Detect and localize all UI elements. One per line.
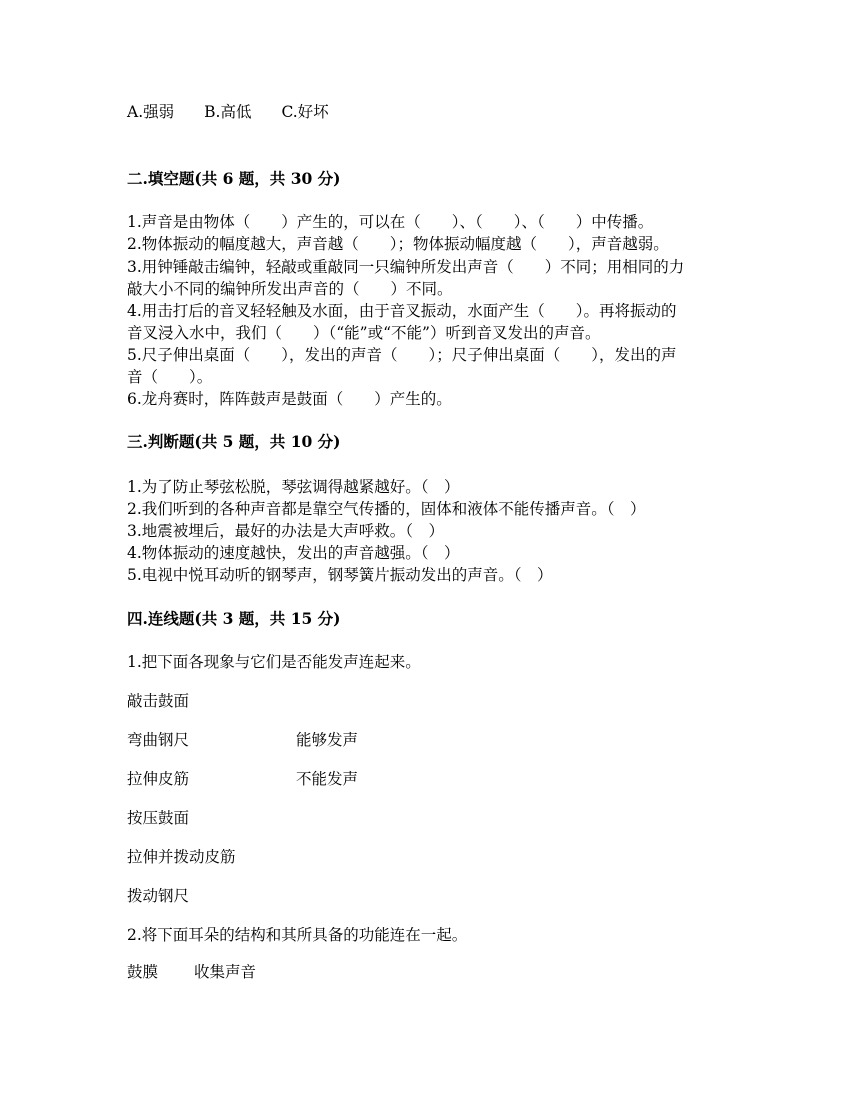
judge-line-1: 1.为了防止琴弦松脱，琴弦调得越紧越好。（ ）	[127, 478, 460, 496]
fill-line-7: 5.尺子伸出桌面（ ），发出的声音（ ）；尺子伸出桌面（ ），发出的声	[127, 346, 677, 364]
match-q1-left-item: 按压鼓面	[127, 809, 190, 827]
judge-line-4: 4.物体振动的速度越快，发出的声音越强。（ ）	[127, 544, 460, 562]
match-q2-right-item: 收集声音	[194, 963, 257, 981]
section-3-title: 三.判断题(共 5 题，共 10 分)	[127, 432, 341, 451]
match-q1-left-item: 拉伸并拨动皮筋	[127, 848, 236, 866]
match-q1-right-item: 能够发声	[296, 731, 359, 749]
option-c: C.好坏	[281, 103, 329, 121]
option-b: B.高低	[204, 103, 252, 121]
fill-line-5: 4.用击打后的音叉轻轻触及水面，由于音叉振动，水面产生（ ）。再将振动的	[127, 302, 677, 320]
match-q1-left-item: 敲击鼓面	[127, 692, 190, 710]
judge-line-2: 2.我们听到的各种声音都是靠空气传播的，固体和液体不能传播声音。（ ）	[127, 500, 646, 518]
judge-line-5: 5.电视中悦耳动听的钢琴声，钢琴簧片振动发出的声音。（ ）	[127, 566, 553, 584]
options-line	[127, 101, 329, 123]
section-4-title: 四.连线题(共 3 题，共 15 分)	[127, 609, 341, 628]
match-q1-left-item: 弯曲钢尺	[127, 731, 190, 749]
fill-line-8: 音（ ）。	[127, 368, 213, 386]
match-q1-right-item: 不能发声	[296, 770, 359, 788]
option-a: A.强弱	[127, 103, 175, 121]
fill-line-6: 音叉浸入水中，我们（ ）（“能”或“不能”）听到音叉发出的声音。	[127, 324, 601, 342]
fill-line-1: 1.声音是由物体（ ）产生的，可以在（ ）、（ ）、（ ）中传播。	[127, 213, 654, 231]
fill-line-4: 敲大小不同的编钟所发出声音的（ ）不同。	[127, 280, 453, 298]
section-2-title: 二.填空题(共 6 题，共 30 分)	[127, 169, 341, 188]
fill-line-9: 6.龙舟赛时，阵阵鼓声是鼓面（ ）产生的。	[127, 390, 452, 408]
fill-line-3: 3.用钟锤敲击编钟，轻敲或重敲同一只编钟所发出声音（ ）不同；用相同的力	[127, 258, 685, 276]
fill-line-2: 2.物体振动的幅度越大，声音越（ ）；物体振动幅度越（ ），声音越弱。	[127, 235, 669, 253]
judge-line-3: 3.地震被埋后，最好的办法是大声呼救。（ ）	[127, 522, 445, 540]
match-q1-left-item: 拨动钢尺	[127, 887, 190, 905]
match-q2-prompt: 2.将下面耳朵的结构和其所具备的功能连在一起。	[127, 926, 468, 944]
match-q1-prompt: 1.把下面各现象与它们是否能发声连起来。	[127, 653, 421, 671]
match-q1-left-item: 拉伸皮筋	[127, 770, 190, 788]
match-q2-left-item: 鼓膜	[127, 963, 159, 981]
